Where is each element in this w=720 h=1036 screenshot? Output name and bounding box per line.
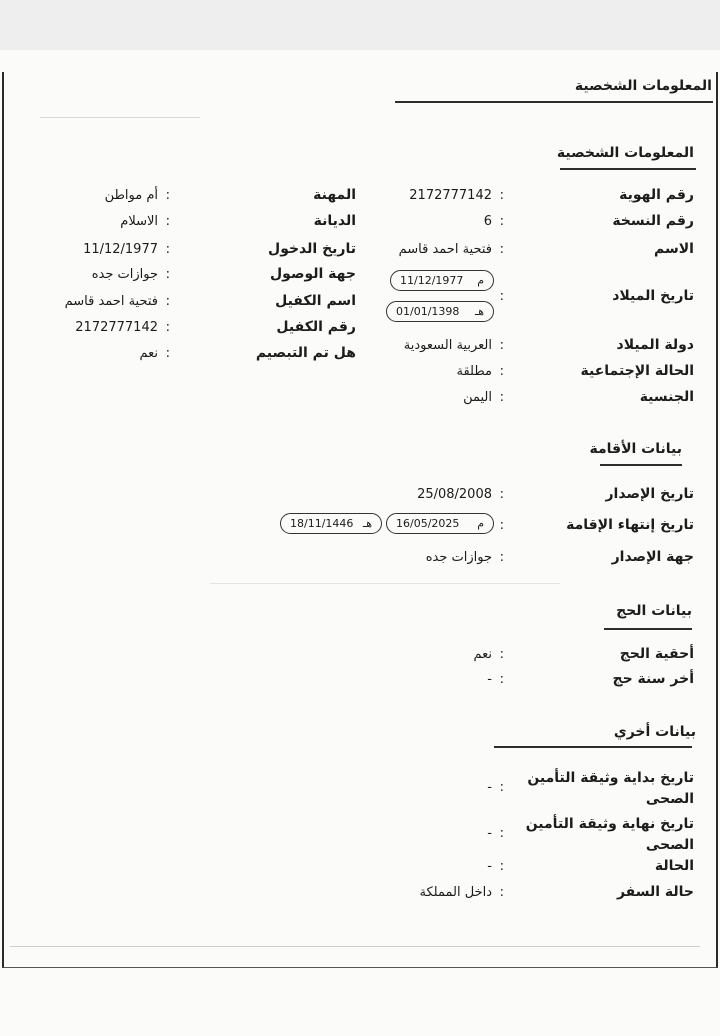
label-entry-date: تاريخ الدخول bbox=[268, 241, 356, 257]
colon: : bbox=[499, 518, 504, 533]
colon: : bbox=[499, 672, 504, 687]
value-insurance-end: - bbox=[487, 826, 492, 841]
value-status: - bbox=[487, 859, 492, 874]
section-other-title: بيانات أخري bbox=[613, 724, 696, 740]
value-profession: أم مواطن bbox=[104, 188, 158, 203]
gregorian-tag: م bbox=[477, 274, 484, 287]
colon: : bbox=[499, 364, 504, 379]
value-entry-date: 11/12/1977 bbox=[83, 242, 158, 257]
label-status: الحالة bbox=[654, 858, 694, 874]
value-copy-number: 6 bbox=[483, 214, 492, 229]
colon: : bbox=[499, 289, 504, 304]
colon: : bbox=[165, 346, 170, 361]
value-nationality: اليمن bbox=[463, 390, 492, 405]
value-insurance-start: - bbox=[487, 780, 492, 795]
section-residence-title: بيانات الأقامة bbox=[589, 441, 682, 457]
value-fingerprinted: نعم bbox=[139, 346, 158, 361]
colon: : bbox=[499, 487, 504, 502]
colon: : bbox=[165, 188, 170, 203]
label-insurance-start-line1: تاريخ بداية وثيقة التأمين bbox=[527, 770, 694, 786]
birth-date-hijri bbox=[386, 301, 494, 322]
value-sponsor-number: 2172777142 bbox=[75, 320, 158, 335]
birth-date-gregorian bbox=[390, 270, 494, 291]
gregorian-tag: م bbox=[477, 517, 484, 530]
colon: : bbox=[165, 267, 170, 282]
label-name: الاسم bbox=[654, 241, 694, 257]
label-birth-date: تاريخ الميلاد bbox=[612, 288, 694, 304]
value-sponsor-name: فتحية احمد قاسم bbox=[64, 294, 158, 309]
label-arrival-port: جهة الوصول bbox=[270, 266, 356, 282]
colon: : bbox=[165, 214, 170, 229]
section-personal-title: المعلومات الشخصية bbox=[556, 145, 694, 161]
label-insurance-start bbox=[527, 768, 694, 810]
label-fingerprinted: هل تم التبصيم bbox=[255, 345, 356, 361]
label-nationality: الجنسية bbox=[639, 389, 694, 405]
label-last-hajj-year: أخر سنة حج bbox=[612, 671, 694, 687]
colon: : bbox=[165, 242, 170, 257]
label-marital-status: الحالة الإجتماعية bbox=[580, 363, 694, 379]
label-religion: الديانة bbox=[313, 213, 356, 229]
colon: : bbox=[165, 294, 170, 309]
colon: : bbox=[499, 188, 504, 203]
section-other-underline bbox=[494, 746, 692, 748]
label-copy-number: رقم النسخة bbox=[612, 213, 694, 229]
label-issue-date: تاريخ الإصدار bbox=[605, 486, 694, 502]
colon: : bbox=[499, 214, 504, 229]
residence-expiry-hijri-value: 18/11/1446 bbox=[290, 517, 354, 530]
residence-expiry-hijri bbox=[280, 513, 382, 534]
label-insurance-end-line1: تاريخ نهاية وثيقة التأمين bbox=[525, 816, 694, 832]
value-travel-status: داخل المملكة bbox=[419, 885, 492, 900]
scan-noise bbox=[40, 117, 200, 118]
colon: : bbox=[499, 826, 504, 841]
label-profession: المهنة bbox=[313, 187, 356, 203]
label-residence-expiry: تاريخ إنتهاء الإقامة bbox=[566, 517, 694, 533]
label-sponsor-number: رقم الكفيل bbox=[276, 319, 356, 335]
value-birth-country: العربية السعودية bbox=[403, 338, 492, 353]
section-personal-underline bbox=[560, 168, 696, 170]
birth-date-gregorian-value: 11/12/1977 bbox=[400, 274, 464, 287]
value-issue-date: 25/08/2008 bbox=[417, 487, 492, 502]
doc-title: المعلومات الشخصية bbox=[574, 78, 712, 94]
value-marital-status: مطلقة bbox=[456, 364, 492, 379]
value-arrival-port: جوازات جده bbox=[91, 267, 158, 282]
hijri-tag: هـ bbox=[474, 305, 484, 318]
top-margin bbox=[0, 0, 720, 50]
birth-date-hijri-value: 01/01/1398 bbox=[396, 305, 460, 318]
value-issuing-authority: جوازات جده bbox=[425, 550, 492, 565]
colon: : bbox=[499, 390, 504, 405]
label-hajj-eligibility: أحقية الحج bbox=[619, 646, 694, 662]
scan-noise bbox=[10, 946, 700, 947]
label-travel-status: حالة السفر bbox=[616, 884, 694, 900]
colon: : bbox=[499, 647, 504, 662]
colon: : bbox=[499, 242, 504, 257]
label-id-number: رقم الهوية bbox=[619, 187, 694, 203]
doc-title-underline bbox=[395, 101, 713, 103]
label-birth-country: دولة الميلاد bbox=[616, 337, 694, 353]
value-name: فتحية احمد قاسم bbox=[398, 242, 492, 257]
section-hajj-title: بيانات الحج bbox=[616, 603, 692, 619]
residence-expiry-gregorian bbox=[386, 513, 494, 534]
colon: : bbox=[499, 550, 504, 565]
value-id-number: 2172777142 bbox=[409, 188, 492, 203]
label-insurance-start-line2: الصحى bbox=[645, 791, 694, 807]
section-hajj-underline bbox=[604, 628, 692, 630]
colon: : bbox=[499, 780, 504, 795]
label-sponsor-name: اسم الكفيل bbox=[275, 293, 356, 309]
colon: : bbox=[499, 859, 504, 874]
value-hajj-eligibility: نعم bbox=[473, 647, 492, 662]
value-last-hajj-year: - bbox=[487, 672, 492, 687]
residence-expiry-gregorian-value: 16/05/2025 bbox=[396, 517, 460, 530]
label-issuing-authority: جهة الإصدار bbox=[611, 549, 694, 565]
hijri-tag: هـ bbox=[362, 517, 372, 530]
section-residence-underline bbox=[600, 464, 682, 466]
colon: : bbox=[499, 338, 504, 353]
label-insurance-end-line2: الصحى bbox=[645, 837, 694, 853]
value-religion: الاسلام bbox=[120, 214, 158, 229]
colon: : bbox=[499, 885, 504, 900]
colon: : bbox=[165, 320, 170, 335]
scan-noise bbox=[210, 583, 560, 584]
label-insurance-end bbox=[526, 814, 694, 856]
